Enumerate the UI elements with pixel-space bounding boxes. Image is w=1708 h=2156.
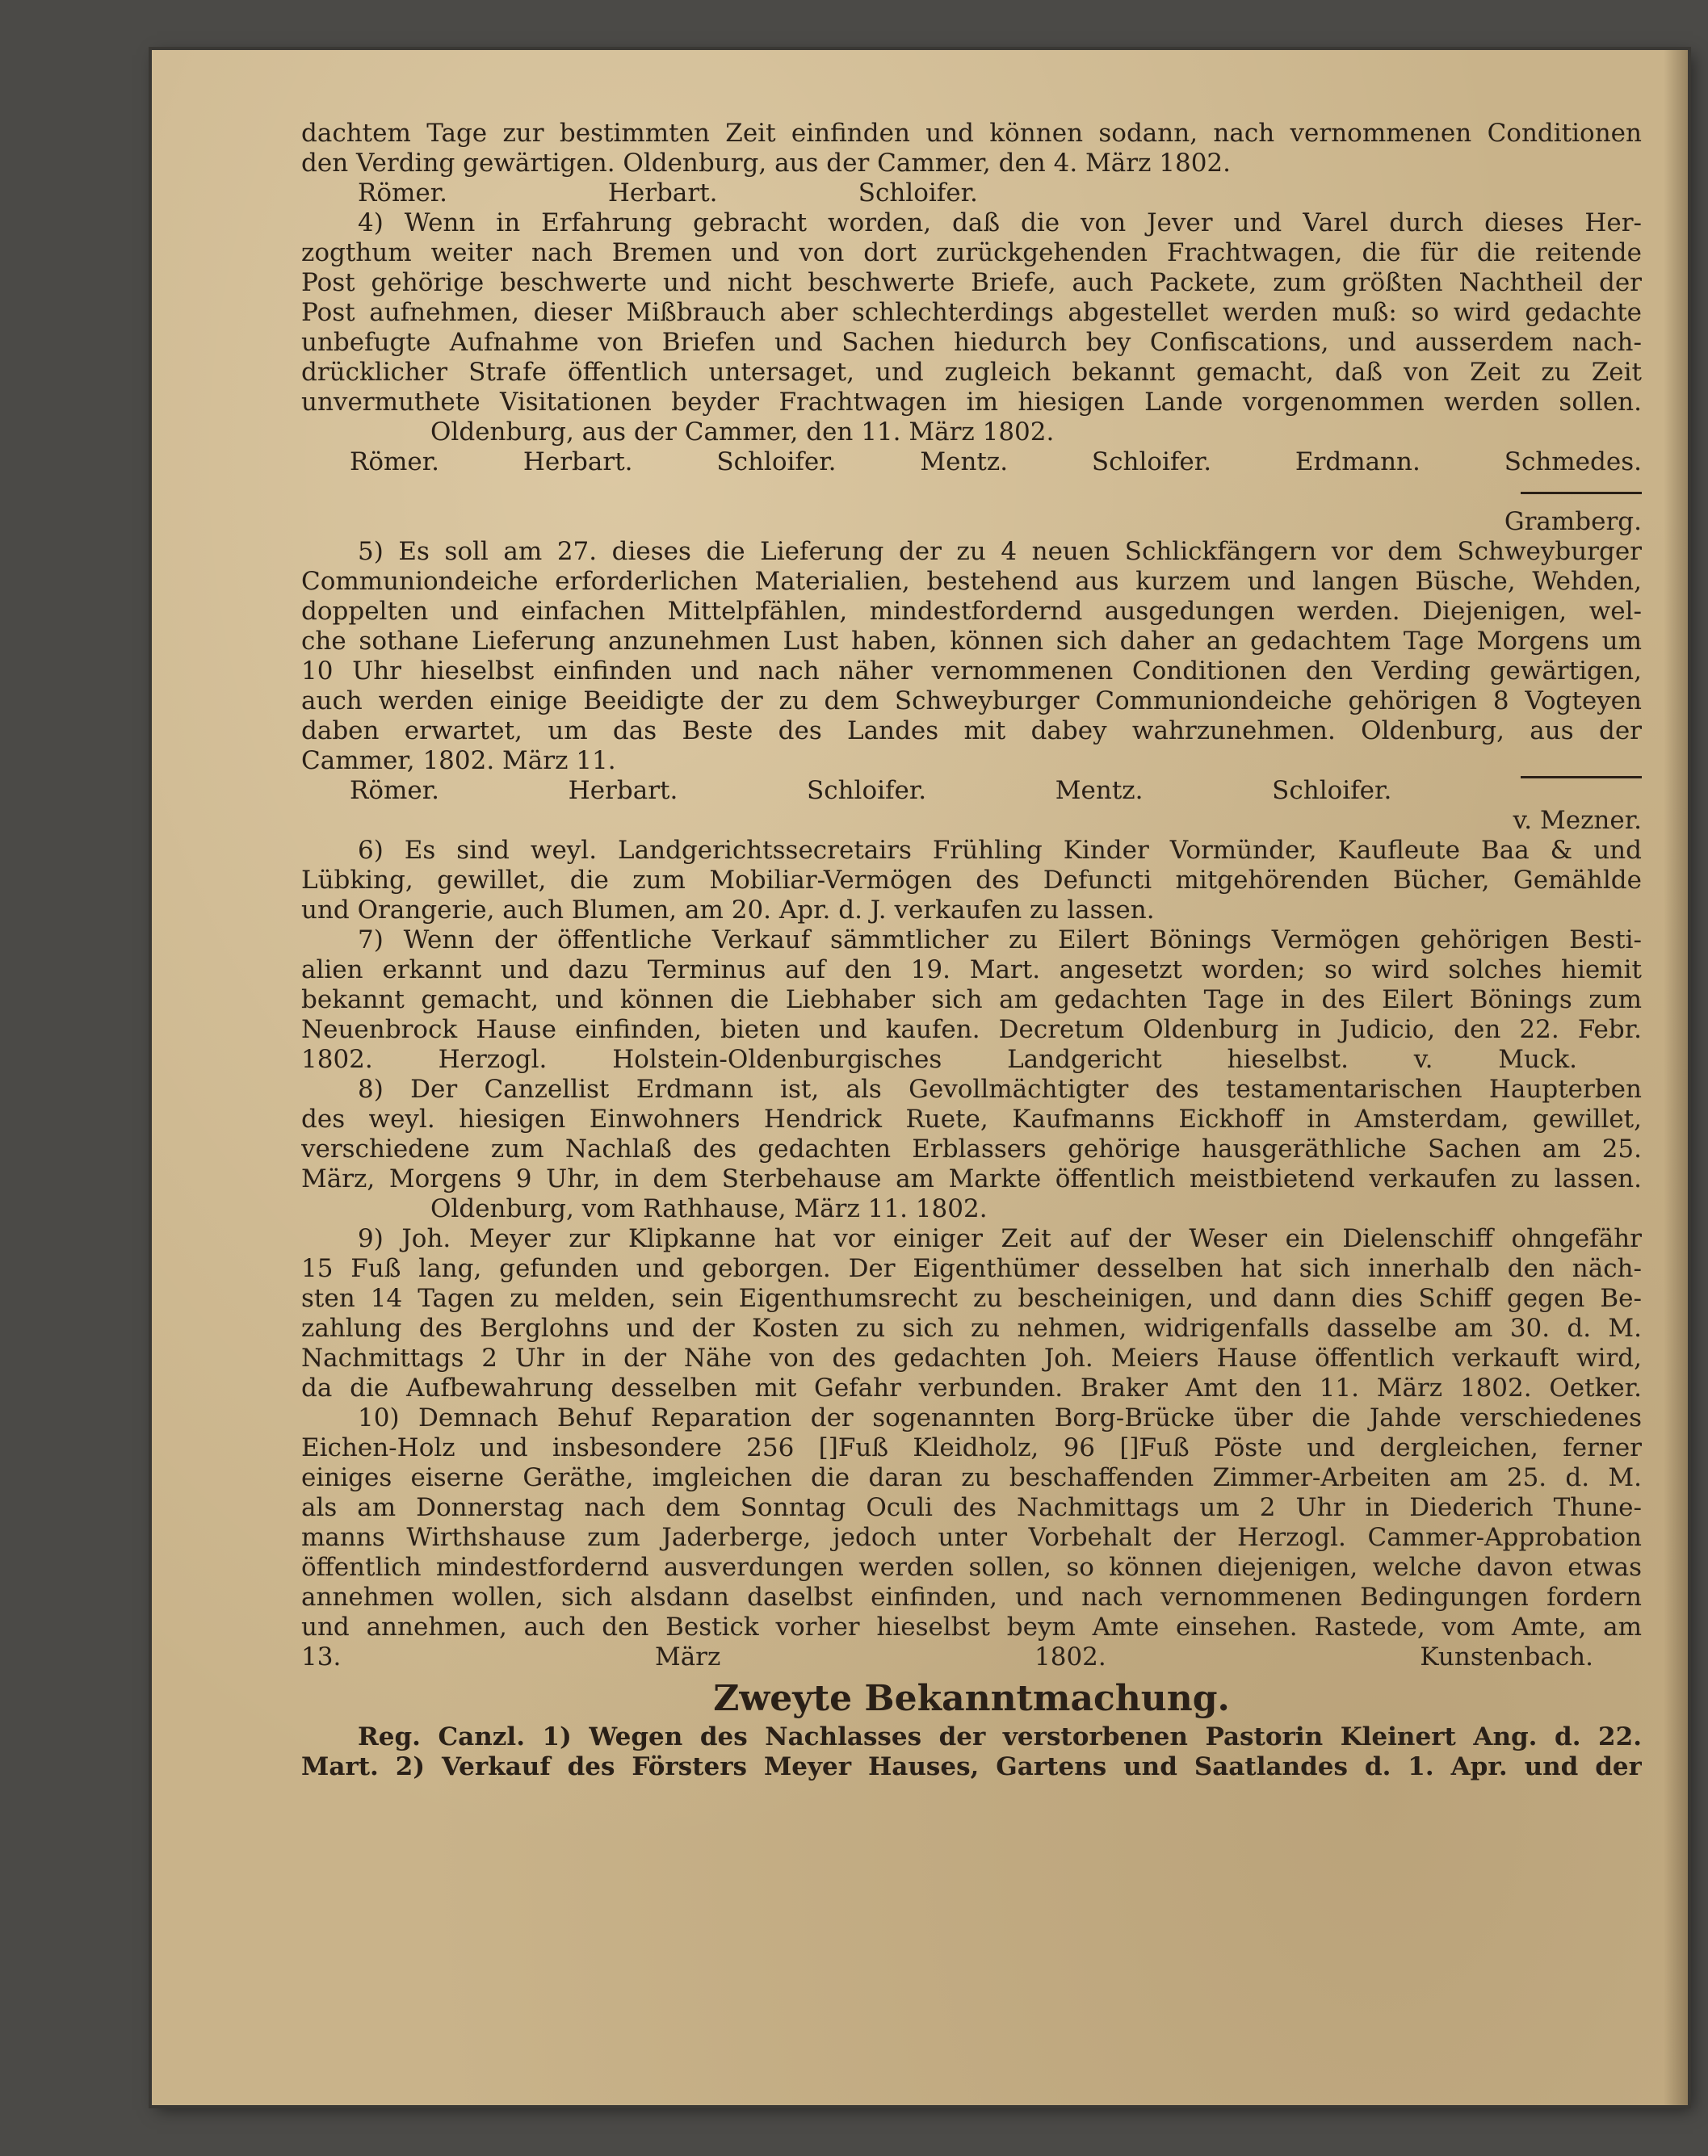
signature: Herbart. bbox=[607, 178, 718, 208]
text-line: 9) Joh. Meyer zur Klipkanne hat vor einiger Zeit auf der Weser ein Dielenschiff ohngefähr bbox=[358, 1224, 1642, 1253]
text-line: Post aufnehmen, dieser Mißbrauch aber schlechterdings abgestellet werden muß: so wird gedachte bbox=[301, 298, 1642, 327]
signature: Erdmann. bbox=[1295, 447, 1421, 476]
text-line: Nachmittags 2 Uhr in der Nähe von des gedachten Joh. Meiers Hause öffentlich verkauft wird, bbox=[301, 1344, 1642, 1373]
signature-line bbox=[301, 447, 1642, 477]
text-line: Eichen-Holz und insbesondere 256 []Fuß Kleidholz, 96 []Fuß Pöste und dergleichen, ferner bbox=[301, 1433, 1642, 1462]
text-line: daben erwartet, um das Beste des Landes mit dabey wahrzunehmen. Oldenburg, aus der bbox=[301, 716, 1642, 745]
scanned-page bbox=[152, 50, 1688, 2105]
text-line: einiges eiserne Geräthe, imgleichen die daran zu beschaffenden Zimmer-Arbeiten am 25. d. M. bbox=[301, 1463, 1642, 1492]
text-line: alien erkannt und dazu Terminus auf den 19. Mart. angesetzt worden; so wird solches hiemit bbox=[301, 955, 1642, 984]
text-line: 7) Wenn der öffentliche Verkauf sämmtlicher zu Eilert Bönings Vermögen gehörigen Besti- bbox=[358, 925, 1642, 954]
signature: Schloifer. bbox=[858, 178, 978, 208]
signature: Schloifer. bbox=[1091, 447, 1212, 476]
text-line: und Orangerie, auch Blumen, am 20. Apr. d. J. verkaufen zu lassen. bbox=[301, 896, 1155, 925]
text-line: Oldenburg, aus der Cammer, den 11. März 1802. bbox=[430, 417, 1055, 447]
rule bbox=[1521, 492, 1642, 494]
divider-line bbox=[301, 477, 1642, 507]
text-line: Neuenbrock Hause einfinden, bieten und kaufen. Decretum Oldenburg in Judicio, den 22. Febr. bbox=[301, 1015, 1642, 1044]
text-line: 10 Uhr hieselbst einfinden und nach näher vernommenen Conditionen den Verding gewärtigen, bbox=[301, 656, 1642, 686]
text-line: des weyl. hiesigen Einwohners Hendrick Ruete, Kaufmanns Eickhoff in Amsterdam, gewillet, bbox=[301, 1105, 1642, 1134]
text-line: bekannt gemacht, und können die Liebhaber sich am gedachten Tage in des Eilert Bönings zum bbox=[301, 985, 1642, 1014]
text-line: manns Wirthshause zum Jaderberge, jedoch unter Vorbehalt der Herzogl. Cammer-Approbation bbox=[301, 1523, 1642, 1552]
text-line: 8) Der Canzellist Erdmann ist, als Gevollmächtigter des testamentarischen Haupterben bbox=[358, 1075, 1642, 1104]
signature: Mentz. bbox=[1055, 776, 1144, 805]
text-line: sten 14 Tagen zu melden, sein Eigenthumsrecht zu bescheinigen, und dann dies Schiff gegen Be- bbox=[301, 1284, 1642, 1313]
text-line: dachtem Tage zur bestimmten Zeit einfinden und können sodann, nach vernommenen Conditionen bbox=[301, 119, 1642, 148]
signature: Schloifer. bbox=[1272, 776, 1392, 805]
text-line: Oldenburg, vom Rathhause, März 11. 1802. bbox=[430, 1194, 988, 1223]
section-heading: Zweyte Bekanntmachung. bbox=[713, 1678, 1230, 1719]
text-line: Reg. Canzl. 1) Wegen des Nachlasses der verstorbenen Pastorin Kleinert Ang. d. 22. bbox=[358, 1722, 1642, 1751]
signature: Römer. bbox=[350, 447, 440, 476]
page-text bbox=[301, 119, 1642, 1782]
text-line: 13. März 1802. Kunstenbach. bbox=[301, 1642, 1593, 1672]
signature: Mentz. bbox=[920, 447, 1009, 476]
text-line: zahlung des Berglohns und der Kosten zu sich zu nehmen, widrigenfalls dasselbe am 30. d. M. bbox=[301, 1314, 1642, 1343]
signature: Herbart. bbox=[522, 447, 633, 476]
signature: Herbart. bbox=[568, 776, 678, 805]
signature: Schloifer. bbox=[716, 447, 837, 476]
text-line: zogthum weiter nach Bremen und von dort zurückgehenden Frachtwagen, die für die reitende bbox=[301, 238, 1642, 267]
text-line: und annehmen, auch den Bestick vorher hieselbst beym Amte einsehen. Rastede, vom Amte, am bbox=[301, 1613, 1642, 1642]
rule bbox=[1521, 776, 1642, 806]
text-line: unbefugte Aufnahme von Briefen und Sachen hiedurch bey Confiscations, und ausserdem nach- bbox=[301, 328, 1642, 357]
signature-line bbox=[301, 178, 1642, 208]
text-line: Lübking, gewillet, die zum Mobiliar-Vermögen des Defuncti mitgehörenden Bücher, Gemählde bbox=[301, 866, 1642, 895]
text-line: Cammer, 1802. März 11. bbox=[301, 746, 616, 775]
text-line: Communiondeiche erforderlichen Materialien, bestehend aus kurzem und langen Büsche, Wehden, bbox=[301, 567, 1642, 596]
text-line: da die Aufbewahrung desselben mit Gefahr verbunden. Braker Amt den 11. März 1802. Oetker. bbox=[301, 1374, 1642, 1403]
text-line: unvermuthete Visitationen beyder Frachtwagen im hiesigen Lande vorgenommen werden sollen. bbox=[301, 388, 1642, 417]
signature: Römer. bbox=[350, 776, 440, 805]
text-line: 5) Es soll am 27. dieses die Lieferung der zu 4 neuen Schlickfängern vor dem Schweyburger bbox=[358, 537, 1642, 566]
signature: Gramberg. bbox=[1504, 507, 1642, 536]
text-line: 4) Wenn in Erfahrung gebracht worden, daß die von Jever und Varel durch dieses Her- bbox=[358, 208, 1642, 237]
text-line: Post gehörige beschwerte und nicht beschwerte Briefe, auch Packete, zum größten Nachtheil der bbox=[301, 268, 1642, 297]
text-line: che sothane Lieferung anzunehmen Lust haben, können sich daher an gedachtem Tage Morgens um bbox=[301, 627, 1642, 656]
text-line: März, Morgens 9 Uhr, in dem Sterbehause am Markte öffentlich meistbietend verkaufen zu lassen. bbox=[301, 1164, 1642, 1193]
signature: Schmedes. bbox=[1504, 447, 1642, 476]
text-line: 15 Fuß lang, gefunden und geborgen. Der Eigenthümer desselben hat sich innerhalb den näch- bbox=[301, 1254, 1642, 1283]
text-line: verschiedene zum Nachlaß des gedachten Erblassers gehörige hausgeräthliche Sachen am 25. bbox=[301, 1135, 1642, 1164]
signature: v. Mezner. bbox=[1513, 806, 1642, 835]
text-line: auch werden einige Beeidigte der zu dem Schweyburger Communiondeiche gehörigen 8 Vogteyen bbox=[301, 686, 1642, 715]
text-line: drücklicher Strafe öffentlich untersaget, und zugleich bekannt gemacht, daß von Zeit zu Zeit bbox=[301, 358, 1642, 387]
text-line: annehmen wollen, sich alsdann daselbst einfinden, und nach vernommenen Bedingungen fordern bbox=[301, 1583, 1642, 1612]
signature: Römer. bbox=[358, 178, 448, 208]
text-line: den Verding gewärtigen. Oldenburg, aus der Cammer, den 4. März 1802. bbox=[301, 149, 1232, 178]
text-line: 1802. Herzogl. Holstein-Oldenburgisches Landgericht hieselbst. v. Muck. bbox=[301, 1045, 1577, 1074]
signature: Schloifer. bbox=[806, 776, 927, 805]
text-line: 10) Demnach Behuf Reparation der sogenannten Borg-Brücke über die Jahde verschiedenes bbox=[358, 1403, 1642, 1432]
text-line: öffentlich mindestfordernd ausverdungen werden sollen, so können diejenigen, welche davon etwas bbox=[301, 1553, 1642, 1582]
text-line: Mart. 2) Verkauf des Försters Meyer Hauses, Gartens und Saatlandes d. 1. Apr. und der bbox=[301, 1752, 1642, 1781]
text-line: als am Donnerstag nach dem Sonntag Oculi des Nachmittags um 2 Uhr in Diederich Thune- bbox=[301, 1493, 1642, 1522]
text-line: doppelten und einfachen Mittelpfählen, mindestfordernd ausgedungen werden. Diejenigen, wel- bbox=[301, 597, 1642, 626]
signature-line bbox=[301, 776, 1642, 806]
text-line: 6) Es sind weyl. Landgerichtssecretairs Frühling Kinder Vormünder, Kaufleute Baa & und bbox=[358, 836, 1642, 865]
